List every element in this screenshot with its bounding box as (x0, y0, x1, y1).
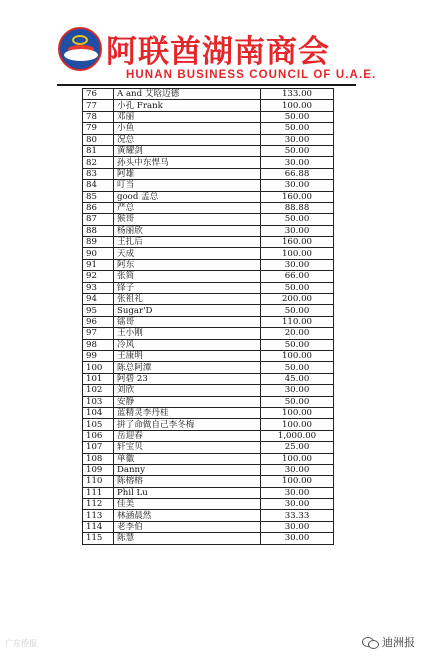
row-number: 78 (83, 111, 114, 122)
header-divider (57, 84, 356, 86)
donation-amount: 30.00 (261, 134, 334, 145)
row-number: 92 (83, 271, 114, 282)
donor-name: 张祖礼 (114, 294, 261, 305)
donation-amount: 30.00 (261, 259, 334, 270)
row-number: 91 (83, 259, 114, 270)
watermark-left: 广东侨报 (5, 639, 37, 648)
donor-name: 天成 (114, 248, 261, 259)
row-number: 76 (83, 89, 114, 100)
donation-amount: 100.00 (261, 350, 334, 361)
donation-amount: 200.00 (261, 294, 334, 305)
table-row (83, 419, 334, 430)
donor-name: 黄耀剑 (114, 145, 261, 156)
donor-name: Danny (114, 464, 261, 475)
watermark-right (362, 634, 415, 650)
donation-amount: 88.88 (261, 202, 334, 213)
row-number: 114 (83, 521, 114, 532)
donation-amount: 50.00 (261, 111, 334, 122)
table-row (83, 453, 334, 464)
donor-name: 邓丽 (114, 111, 261, 122)
table-row (83, 316, 334, 327)
donor-name: 叮当 (114, 180, 261, 191)
donor-name: 陈榕榕 (114, 476, 261, 487)
row-number: 81 (83, 145, 114, 156)
row-number: 89 (83, 237, 114, 248)
donation-table (82, 88, 334, 545)
table-row (83, 248, 334, 259)
table-row (83, 294, 334, 305)
donor-name: 蓝精灵李丹桂 (114, 407, 261, 418)
table-row (83, 362, 334, 373)
donation-amount: 20.00 (261, 328, 334, 339)
donation-amount: 50.00 (261, 214, 334, 225)
row-number: 105 (83, 419, 114, 430)
donation-amount: 50.00 (261, 305, 334, 316)
donation-amount: 33.33 (261, 510, 334, 521)
donation-amount: 66.00 (261, 271, 334, 282)
donation-amount: 30.00 (261, 521, 334, 532)
row-number: 111 (83, 487, 114, 498)
donor-name: 孙头中东悍马 (114, 157, 261, 168)
table-row (83, 168, 334, 179)
row-number: 107 (83, 442, 114, 453)
table-row (83, 442, 334, 453)
row-number: 77 (83, 100, 114, 111)
table-row (83, 305, 334, 316)
donor-name: 陈总阿潭 (114, 362, 261, 373)
row-number: 88 (83, 225, 114, 236)
table-row (83, 202, 334, 213)
row-number: 113 (83, 510, 114, 521)
donor-name: 刘欣 (114, 385, 261, 396)
donation-amount: 100.00 (261, 476, 334, 487)
donor-name: 杨丽欣 (114, 225, 261, 236)
donor-name: 锋子 (114, 282, 261, 293)
donor-name: 冷风 (114, 339, 261, 350)
row-number: 103 (83, 396, 114, 407)
donation-amount: 50.00 (261, 282, 334, 293)
donation-amount: 100.00 (261, 453, 334, 464)
council-title-cn: 阿联酋湖南商会 (106, 34, 330, 70)
table-row (83, 191, 334, 202)
table-row (83, 180, 334, 191)
row-number: 96 (83, 316, 114, 327)
donor-name: 阿东 (114, 259, 261, 270)
donor-name: 猴哥 (114, 214, 261, 225)
row-number: 90 (83, 248, 114, 259)
donation-amount: 66.88 (261, 168, 334, 179)
donor-name: Sugar'D (114, 305, 261, 316)
donation-amount: 30.00 (261, 533, 334, 544)
donation-amount: 30.00 (261, 385, 334, 396)
donor-name: 安静 (114, 396, 261, 407)
table-row (83, 476, 334, 487)
table-row (83, 214, 334, 225)
table-row (83, 89, 334, 100)
donation-amount: 100.00 (261, 100, 334, 111)
table-row (83, 407, 334, 418)
donor-name: 况总 (114, 134, 261, 145)
row-number: 112 (83, 499, 114, 510)
table-row (83, 373, 334, 384)
donor-name: 小孔 Frank (114, 100, 261, 111)
donor-name: 王扎后 (114, 237, 261, 248)
row-number: 95 (83, 305, 114, 316)
donation-amount: 50.00 (261, 123, 334, 134)
table-row (83, 145, 334, 156)
council-title-en: HUNAN BUSINESS COUNCIL OF U.A.E. (126, 69, 377, 81)
donor-name: 老李伯 (114, 521, 261, 532)
watermark-right-text: 迪洲报 (382, 636, 415, 649)
row-number: 82 (83, 157, 114, 168)
donor-name: 岳迎春 (114, 430, 261, 441)
donor-name: 陈慧 (114, 533, 261, 544)
table-row (83, 328, 334, 339)
donor-name: 王康明 (114, 350, 261, 361)
row-number: 93 (83, 282, 114, 293)
row-number: 97 (83, 328, 114, 339)
table-row (83, 111, 334, 122)
donation-amount: 1,000.00 (261, 430, 334, 441)
donor-name: 小鱼 (114, 123, 261, 134)
donation-amount: 30.00 (261, 225, 334, 236)
donor-name: 张简 (114, 271, 261, 282)
row-number: 98 (83, 339, 114, 350)
donation-amount: 100.00 (261, 419, 334, 430)
row-number: 104 (83, 407, 114, 418)
row-number: 108 (83, 453, 114, 464)
row-number: 87 (83, 214, 114, 225)
donor-name: 佳美 (114, 499, 261, 510)
donor-name: 拼了命做自己李冬梅 (114, 419, 261, 430)
donor-name: good 孟总 (114, 191, 261, 202)
donor-name: 阿碧 23 (114, 373, 261, 384)
row-number: 85 (83, 191, 114, 202)
donation-amount: 50.00 (261, 339, 334, 350)
donation-amount: 100.00 (261, 407, 334, 418)
row-number: 80 (83, 134, 114, 145)
donor-name: 林涵晨然 (114, 510, 261, 521)
donation-amount: 133.00 (261, 89, 334, 100)
table-row (83, 464, 334, 475)
table-row (83, 123, 334, 134)
donation-amount: 30.00 (261, 157, 334, 168)
table-row (83, 100, 334, 111)
row-number: 94 (83, 294, 114, 305)
donor-name: 王小刚 (114, 328, 261, 339)
row-number: 84 (83, 180, 114, 191)
donation-amount: 50.00 (261, 396, 334, 407)
table-row (83, 350, 334, 361)
donor-name: Phil Lu (114, 487, 261, 498)
donation-amount: 50.00 (261, 145, 334, 156)
row-number: 101 (83, 373, 114, 384)
row-number: 115 (83, 533, 114, 544)
donation-amount: 160.00 (261, 237, 334, 248)
table-row (83, 157, 334, 168)
wechat-icon (362, 636, 378, 648)
donor-name: 镭哥 (114, 316, 261, 327)
table-row (83, 499, 334, 510)
donation-amount: 25.00 (261, 442, 334, 453)
donor-name: 阿雄 (114, 168, 261, 179)
donor-name: 严总 (114, 202, 261, 213)
donation-amount: 45.00 (261, 373, 334, 384)
table-row (83, 259, 334, 270)
donation-amount: 50.00 (261, 362, 334, 373)
donation-amount: 30.00 (261, 180, 334, 191)
donation-amount: 110.00 (261, 316, 334, 327)
table-row (83, 533, 334, 544)
table-row (83, 271, 334, 282)
donor-name: 单徽 (114, 453, 261, 464)
donation-amount: 160.00 (261, 191, 334, 202)
row-number: 109 (83, 464, 114, 475)
table-row (83, 134, 334, 145)
row-number: 106 (83, 430, 114, 441)
letterhead (0, 0, 439, 88)
table-row (83, 225, 334, 236)
donor-name: A and 艾晗迈德 (114, 89, 261, 100)
council-logo-icon (58, 27, 102, 71)
row-number: 79 (83, 123, 114, 134)
donation-amount: 30.00 (261, 487, 334, 498)
table-row (83, 339, 334, 350)
row-number: 100 (83, 362, 114, 373)
table-row (83, 385, 334, 396)
table-row (83, 510, 334, 521)
table-row (83, 396, 334, 407)
table-row (83, 237, 334, 248)
row-number: 99 (83, 350, 114, 361)
table-row (83, 487, 334, 498)
row-number: 86 (83, 202, 114, 213)
donation-amount: 30.00 (261, 499, 334, 510)
table-row (83, 282, 334, 293)
table-row (83, 521, 334, 532)
donor-name: 轩宝贝 (114, 442, 261, 453)
table-row (83, 430, 334, 441)
donation-amount: 100.00 (261, 248, 334, 259)
donation-amount: 30.00 (261, 464, 334, 475)
row-number: 83 (83, 168, 114, 179)
row-number: 110 (83, 476, 114, 487)
row-number: 102 (83, 385, 114, 396)
